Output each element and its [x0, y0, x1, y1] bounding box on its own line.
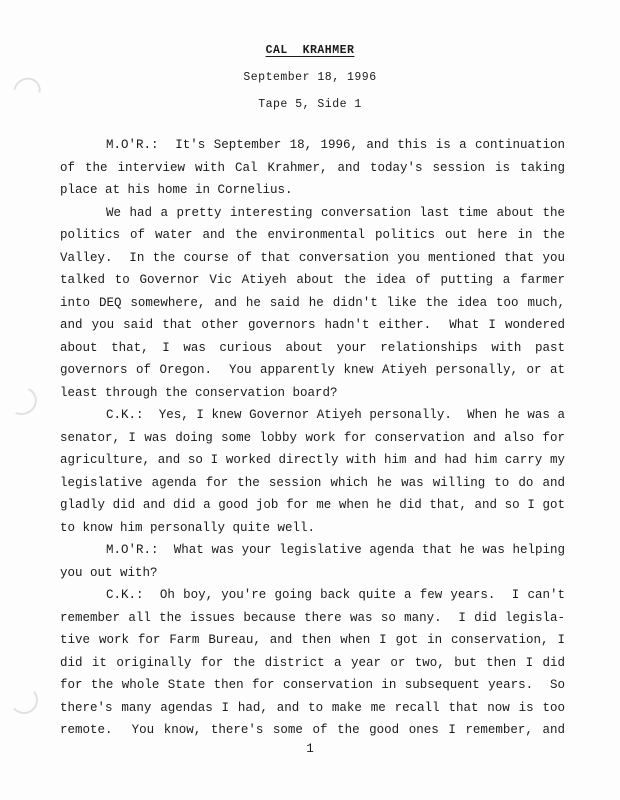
transcript-line: to know him personally quite well. [60, 520, 316, 535]
transcript-line: and you said that other governors hadn't either. What I wondered [60, 318, 565, 332]
transcript-line: legislative agenda for the session which he was willing to do and [60, 475, 565, 490]
transcript-line: you out with? [60, 565, 158, 580]
transcript-line: M.O'R.: It's September 18, 1996, and this is a continuation [106, 138, 565, 152]
transcript-line: did it originally for the district a year or two, but then I did [60, 655, 565, 670]
transcript-line: Valley. In the course of that conversation you mentioned that you [60, 250, 565, 265]
binder-ring-shadow-middle [3, 383, 41, 420]
transcript-line: talked to Governor Vic Atiyeh about the idea of putting a farmer [60, 273, 565, 287]
transcript-line: place at his home in Cornelius. [60, 183, 293, 197]
transcript-line: into DEQ somewhere, and he said he didn't like the idea too much, [60, 295, 565, 310]
transcript-line: least through the conservation board? [60, 385, 338, 400]
document-header [0, 37, 620, 118]
transcript-line: M.O'R.: What was your legislative agenda that he was helping [106, 543, 565, 557]
transcript-line: agriculture, and so I worked directly with him and had him carry my [60, 453, 565, 467]
document-title: CAL KRAHMER [265, 44, 355, 57]
transcript-line: governors of Oregon. You apparently knew Atiyeh personally, or at [60, 363, 565, 377]
transcript-line: tive work for Farm Bureau, and then when I got in conservation, I [60, 633, 565, 647]
transcript-line: C.K.: Yes, I knew Governor Atiyeh personally. When he was a [106, 408, 565, 422]
transcript-line: of the interview with Cal Krahmer, and today's session is taking [60, 160, 565, 175]
transcript-line: We had a pretty interesting conversation last time about the [106, 205, 565, 220]
transcript-line: there's many agendas I had, and to make me recall that now is too [60, 700, 565, 715]
transcript-line: remote. You know, there's some of the good ones I remember, and [60, 723, 565, 737]
document-tape-label: Tape 5, Side 1 [258, 98, 362, 111]
page-number: 1 [306, 742, 314, 756]
transcript-line: about that, I was curious about your relationships with past [60, 340, 565, 355]
transcript-line: senator, I was doing some lobby work for conservation and also for [60, 430, 565, 445]
transcript-line: remember all the issues because there was so many. I did legisla- [60, 610, 565, 625]
transcript-line: politics of water and the environmental politics out here in the [60, 228, 565, 242]
transcript-line: for the whole State then for conservation in subsequent years. So [60, 678, 565, 692]
document-date: September 18, 1996 [243, 71, 377, 84]
transcript-line: C.K.: Oh boy, you're going back quite a few years. I can't [106, 588, 565, 602]
transcript-line: gladly did and did a good job for me when he did that, and so I got [60, 498, 565, 512]
transcript [60, 134, 565, 742]
binder-ring-shadow-bottom [9, 685, 39, 715]
